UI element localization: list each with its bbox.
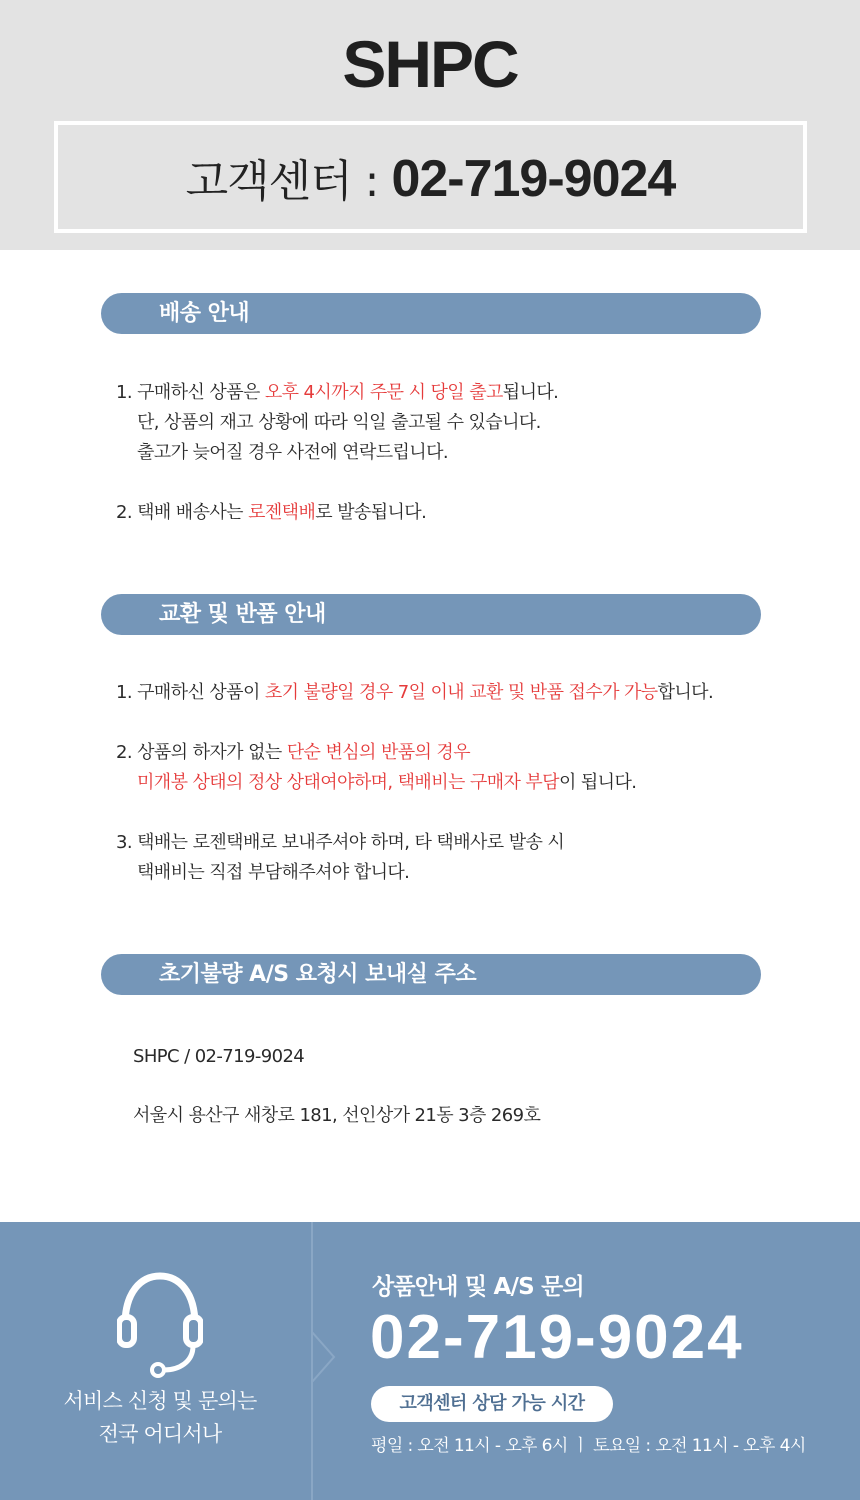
text: 1. 구매하신 상품은 (116, 382, 265, 403)
customer-center-label: 고객센터 : (185, 156, 392, 207)
consult-hours-badge: 고객센터 상담 가능 시간 (371, 1386, 613, 1422)
exchange-item-3-line-2: 택배비는 직접 부담해주셔야 합니다. (137, 862, 410, 883)
as-address: 서울시 용산구 새창로 181, 선인상가 21동 3층 269호 (133, 1105, 541, 1126)
customer-center-phone[interactable]: 02-719-9024 (391, 150, 676, 208)
footer-left-text (30, 1385, 290, 1451)
footer-phone[interactable]: 02-719-9024 (370, 1303, 744, 1372)
shipping-item-1 (116, 378, 816, 408)
highlight-text: 미개봉 상태의 정상 상태여야하며, 택배비는 구매자 부담 (137, 772, 559, 793)
highlight-text: 초기 불량일 경우 7일 이내 교환 및 반품 접수가 가능 (264, 682, 658, 703)
footer-left-line-1: 서비스 신청 및 문의는 (63, 1389, 257, 1413)
customer-center-box (54, 121, 807, 233)
exchange-info (116, 678, 816, 888)
shipping-item-1-line-2: 단, 상품의 재고 상황에 따라 익일 출고될 수 있습니다. (137, 412, 541, 433)
customer-center-line (186, 145, 676, 209)
footer-contact-banner (0, 1222, 860, 1500)
as-address-section-title: 초기불량 A/S 요청시 보내실 주소 (101, 954, 761, 995)
text: 로 발송됩니다. (315, 502, 427, 523)
exchange-item-3: 3. 택배는 로젠택배로 보내주셔야 하며, 타 택배사로 발송 시 (116, 832, 565, 853)
text: 이 됩니다. (558, 772, 637, 793)
text: 됩니다. (502, 382, 559, 403)
exchange-item-2 (116, 738, 816, 768)
text: 2. 상품의 하자가 없는 (116, 742, 287, 763)
exchange-item-1 (116, 678, 816, 708)
highlight-text: 단순 변심의 반품의 경우 (286, 742, 471, 763)
shipping-info (116, 378, 816, 528)
text: 2. 택배 배송사는 (116, 502, 249, 523)
highlight-text: 로젠택배 (248, 502, 316, 523)
footer-title: 상품안내 및 A/S 문의 (372, 1274, 584, 1300)
shipping-item-2 (116, 498, 816, 528)
shipping-item-1-line-3: 출고가 늦어질 경우 사전에 연락드립니다. (137, 442, 449, 463)
headset-icon (117, 1270, 203, 1380)
divider-arrow (312, 1332, 336, 1382)
text: 1. 구매하신 상품이 (116, 682, 265, 703)
text: 합니다. (657, 682, 714, 703)
exchange-section-title: 교환 및 반품 안내 (101, 594, 761, 635)
footer-left-line-2: 전국 어디서나 (98, 1422, 222, 1446)
highlight-text: 오후 4시까지 주문 시 당일 출고 (264, 382, 503, 403)
exchange-item-2-line-2 (116, 768, 816, 798)
as-contact: SHPC / 02-719-9024 (133, 1046, 305, 1067)
shipping-section-title: 배송 안내 (101, 293, 761, 334)
header (0, 0, 860, 250)
brand-logo: SHPC (342, 27, 518, 101)
consult-hours: 평일 : 오전 11시 - 오후 6시 ㅣ 토요일 : 오전 11시 - 오후 4시 (371, 1436, 806, 1456)
